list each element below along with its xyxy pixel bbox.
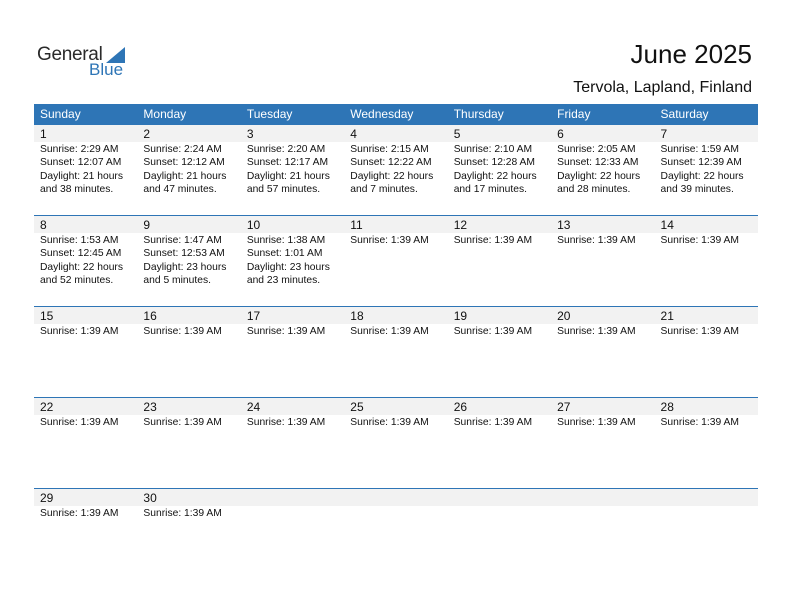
- day-sun-info: [655, 506, 758, 507]
- day-number: [241, 489, 344, 506]
- day-number: 8: [34, 216, 137, 233]
- day-sun-info: Sunrise: 1:39 AM: [143, 508, 222, 519]
- calendar-day-cell: [448, 307, 551, 397]
- day-number: 2: [137, 125, 240, 142]
- day-sun-info: Sunrise: 1:38 AM Sunset: 1:01 AM Daylight: 23 hours and 23 minutes.: [246, 235, 330, 287]
- calendar-week-row: [34, 215, 758, 306]
- calendar-day-cell: [551, 489, 654, 579]
- calendar-day-cell: [344, 216, 447, 306]
- calendar-day-cell: [655, 398, 758, 488]
- day-sun-info: Sunrise: 1:39 AM: [246, 326, 326, 337]
- calendar-grid: [34, 104, 758, 579]
- day-number: 30: [137, 489, 240, 506]
- calendar-day-cell: [137, 307, 240, 397]
- day-sun-info: Sunrise: 2:20 AM Sunset: 12:17 AM Daylight: 21 hours and 57 minutes.: [246, 144, 330, 196]
- day-sun-info: Sunrise: 1:47 AM Sunset: 12:53 AM Daylight: 23 hours and 5 minutes.: [143, 235, 227, 287]
- weekday-monday: Monday: [143, 107, 187, 121]
- calendar-day-cell: [241, 307, 344, 397]
- calendar-week-cells: [34, 216, 758, 306]
- day-number: 16: [137, 307, 240, 324]
- day-sun-info: [551, 506, 654, 507]
- weekday-tuesday: Tuesday: [246, 107, 293, 121]
- calendar-day-cell: [241, 398, 344, 488]
- calendar-day-cell: [448, 125, 551, 215]
- calendar-day-cell: [655, 307, 758, 397]
- day-sun-info: Sunrise: 1:39 AM: [40, 326, 119, 337]
- weekday-saturday: Saturday: [660, 107, 709, 121]
- calendar-week-cells: [34, 125, 758, 215]
- day-number: 6: [551, 125, 654, 142]
- calendar-day-cell: [655, 125, 758, 215]
- calendar-week-row: [34, 125, 758, 215]
- page-title: June 2025: [630, 39, 752, 69]
- calendar-day-cell: [34, 398, 137, 488]
- calendar-day-cell: [344, 489, 447, 579]
- calendar-day-cell: [137, 489, 240, 579]
- logo-blue-text: Blue: [89, 60, 124, 79]
- day-sun-info: Sunrise: 1:39 AM: [350, 417, 429, 428]
- calendar-day-cell: [34, 216, 137, 306]
- calendar-day-cell: [344, 125, 447, 215]
- day-sun-info: Sunrise: 1:39 AM: [40, 417, 119, 428]
- day-number: 29: [34, 489, 137, 506]
- day-number: 7: [655, 125, 758, 142]
- weekday-sunday: Sunday: [40, 107, 81, 121]
- day-sun-info: Sunrise: 2:29 AM Sunset: 12:07 AM Daylight: 21 hours and 38 minutes.: [40, 144, 123, 196]
- logo-general-text: General: [37, 44, 103, 65]
- day-number: 20: [551, 307, 654, 324]
- calendar-day-cell: [655, 489, 758, 579]
- day-number: 23: [137, 398, 240, 415]
- calendar-day-cell: [241, 216, 344, 306]
- calendar-day-cell: [655, 216, 758, 306]
- day-sun-info: Sunrise: 2:05 AM Sunset: 12:33 AM Daylight: 22 hours and 28 minutes.: [557, 144, 641, 196]
- day-sun-info: Sunrise: 1:39 AM: [557, 235, 636, 246]
- calendar-day-cell: [137, 216, 240, 306]
- day-sun-info: Sunrise: 1:39 AM: [143, 417, 222, 428]
- day-sun-info: Sunrise: 1:39 AM: [557, 417, 636, 428]
- day-number: 12: [448, 216, 551, 233]
- calendar-day-cell: [241, 125, 344, 215]
- calendar-day-cell: [344, 398, 447, 488]
- day-number: 10: [241, 216, 344, 233]
- calendar-weeks: [34, 125, 758, 579]
- weekday-friday: Friday: [557, 107, 591, 121]
- day-sun-info: Sunrise: 1:39 AM: [453, 417, 533, 428]
- day-number: 9: [137, 216, 240, 233]
- day-sun-info: Sunrise: 1:39 AM: [40, 508, 119, 519]
- day-number: 5: [448, 125, 551, 142]
- day-sun-info: Sunrise: 1:39 AM: [143, 326, 222, 337]
- calendar-day-cell: [137, 398, 240, 488]
- day-number: 19: [448, 307, 551, 324]
- day-number: 15: [34, 307, 137, 324]
- day-sun-info: Sunrise: 2:15 AM Sunset: 12:22 AM Daylight: 22 hours and 7 minutes.: [350, 144, 434, 196]
- day-sun-info: [448, 506, 551, 507]
- day-number: [551, 489, 654, 506]
- day-sun-info: Sunrise: 1:59 AM Sunset: 12:39 AM Daylight: 22 hours and 39 minutes.: [660, 144, 744, 196]
- calendar-week-cells: [34, 398, 758, 488]
- weekday-thursday: Thursday: [453, 107, 504, 121]
- day-number: 4: [344, 125, 447, 142]
- calendar-day-cell: [137, 125, 240, 215]
- day-sun-info: [344, 506, 447, 507]
- day-sun-info: Sunrise: 2:10 AM Sunset: 12:28 AM Daylight: 22 hours and 17 minutes.: [453, 144, 537, 196]
- day-sun-info: Sunrise: 1:39 AM: [660, 326, 739, 337]
- calendar-day-cell: [448, 489, 551, 579]
- calendar-day-cell: [344, 307, 447, 397]
- day-sun-info: Sunrise: 1:53 AM Sunset: 12:45 AM Daylight: 22 hours and 52 minutes.: [40, 235, 123, 287]
- day-number: [655, 489, 758, 506]
- day-number: 28: [655, 398, 758, 415]
- day-sun-info: Sunrise: 1:39 AM: [350, 326, 429, 337]
- day-number: 11: [344, 216, 447, 233]
- day-number: 1: [34, 125, 137, 142]
- calendar-day-cell: [34, 125, 137, 215]
- calendar-day-cell: [34, 489, 137, 579]
- day-sun-info: Sunrise: 1:39 AM: [660, 235, 739, 246]
- day-sun-info: Sunrise: 1:39 AM: [246, 417, 326, 428]
- day-sun-info: Sunrise: 1:39 AM: [350, 235, 429, 246]
- day-sun-info: Sunrise: 2:24 AM Sunset: 12:12 AM Daylight: 21 hours and 47 minutes.: [143, 144, 227, 196]
- day-number: 21: [655, 307, 758, 324]
- weekday-header-row: [34, 104, 758, 125]
- weekday-wednesday: Wednesday: [350, 107, 414, 121]
- day-number: 27: [551, 398, 654, 415]
- day-number: [344, 489, 447, 506]
- day-number: 18: [344, 307, 447, 324]
- day-number: 3: [241, 125, 344, 142]
- brand-logo: [37, 44, 132, 80]
- calendar-week-cells: [34, 489, 758, 579]
- calendar-day-cell: [448, 398, 551, 488]
- day-sun-info: [241, 506, 344, 507]
- day-number: 22: [34, 398, 137, 415]
- calendar-day-cell: [551, 125, 654, 215]
- calendar-day-cell: [448, 216, 551, 306]
- calendar-week-row: [34, 488, 758, 579]
- day-number: [448, 489, 551, 506]
- calendar-day-cell: [551, 216, 654, 306]
- day-number: 24: [241, 398, 344, 415]
- calendar-day-cell: [551, 398, 654, 488]
- day-sun-info: Sunrise: 1:39 AM: [557, 326, 636, 337]
- calendar-week-row: [34, 397, 758, 488]
- calendar-week-row: [34, 306, 758, 397]
- day-number: 26: [448, 398, 551, 415]
- day-number: 14: [655, 216, 758, 233]
- calendar-day-cell: [34, 307, 137, 397]
- day-sun-info: Sunrise: 1:39 AM: [453, 235, 533, 246]
- location-subtitle: Tervola, Lapland, Finland: [573, 79, 752, 96]
- calendar-day-cell: [551, 307, 654, 397]
- day-sun-info: Sunrise: 1:39 AM: [660, 417, 739, 428]
- day-sun-info: Sunrise: 1:39 AM: [453, 326, 533, 337]
- day-number: 17: [241, 307, 344, 324]
- day-number: 25: [344, 398, 447, 415]
- calendar-day-cell: [241, 489, 344, 579]
- calendar-week-cells: [34, 307, 758, 397]
- day-number: 13: [551, 216, 654, 233]
